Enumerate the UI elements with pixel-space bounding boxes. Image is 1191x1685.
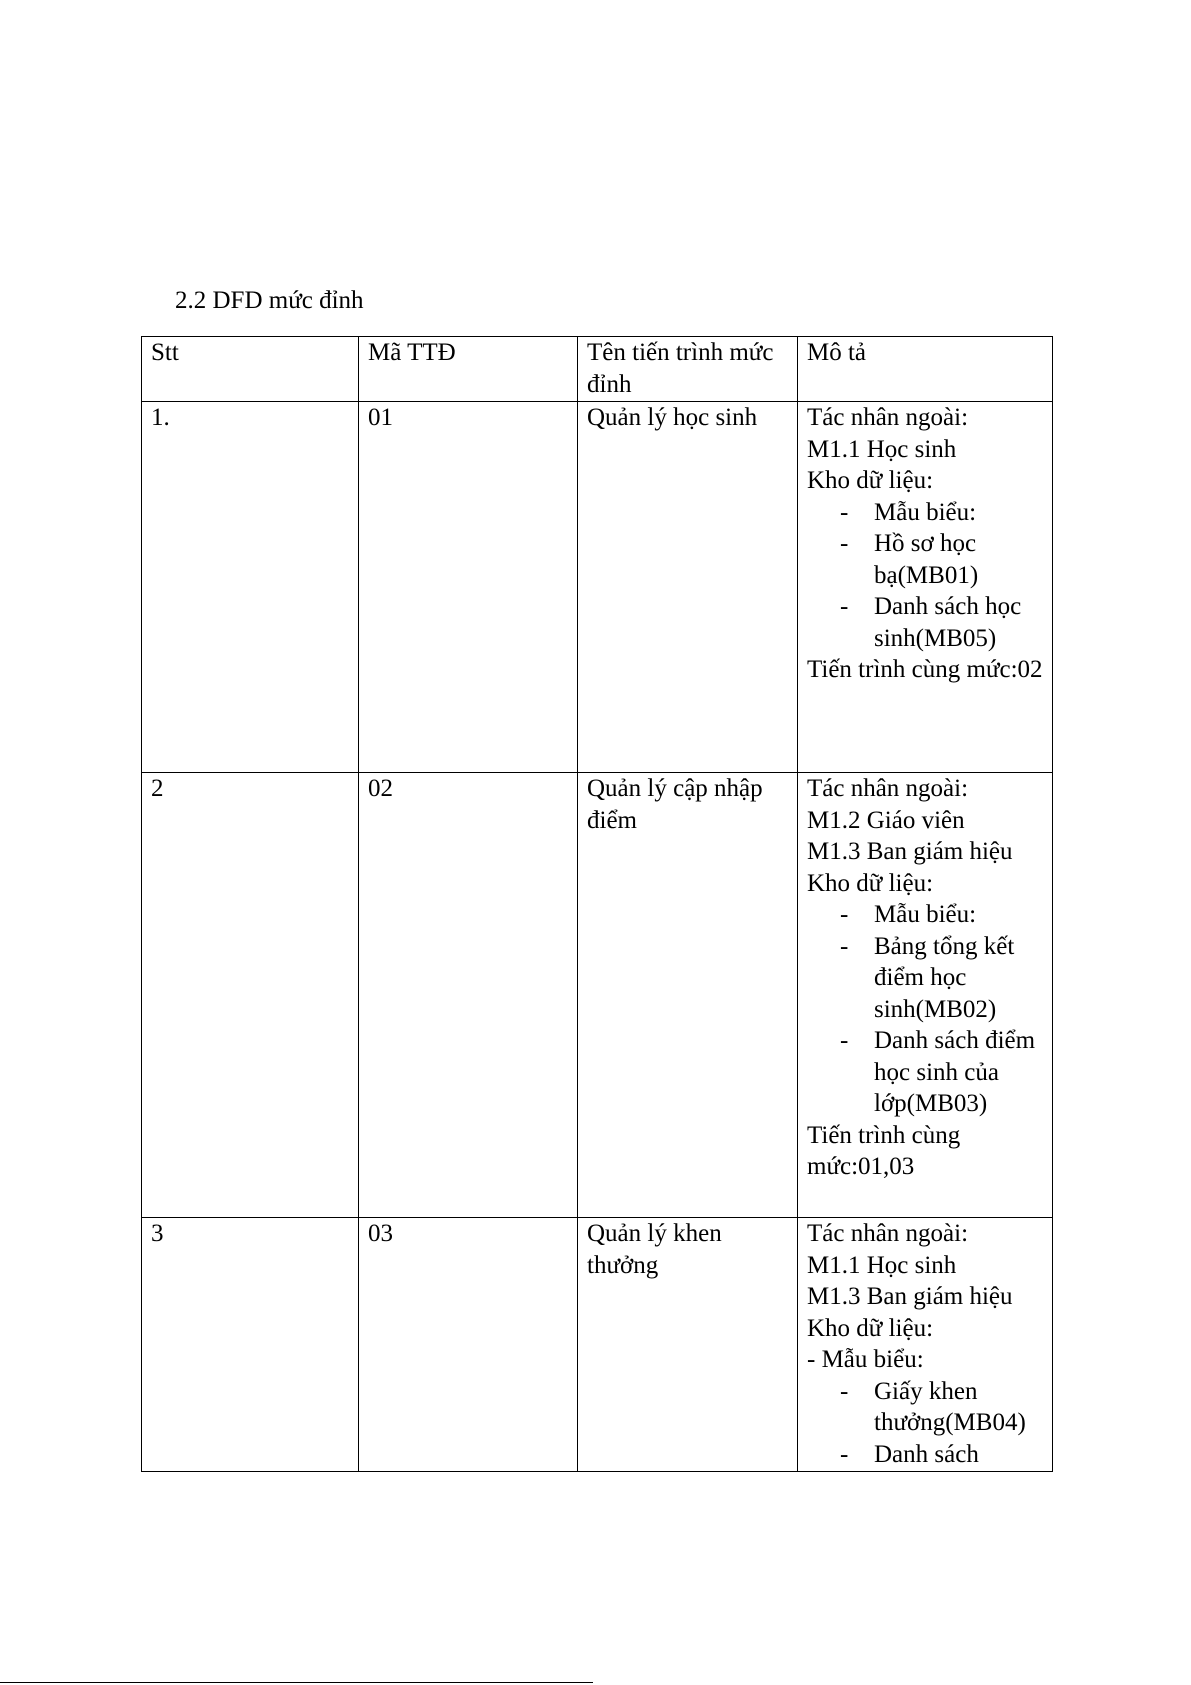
desc-line: Kho dữ liệu:	[807, 1314, 934, 1342]
list-item: - Mẫu biểu:	[807, 899, 1048, 931]
desc-line: M1.1 Học sinh	[807, 435, 957, 463]
header-code: Mã TTĐ	[359, 337, 578, 402]
cell-description	[798, 402, 1053, 773]
dash-list	[807, 899, 1048, 1120]
cell-stt: 3	[142, 1218, 359, 1472]
cell-name: Quản lý cập nhập điểm	[578, 773, 798, 1218]
cell-stt: 2	[142, 773, 359, 1218]
header-description: Mô tả	[798, 337, 1053, 402]
list-item: - Danh sách điểm học sinh của lớp(MB03)	[807, 1025, 1048, 1120]
cell-description	[798, 1218, 1053, 1472]
table-row	[142, 1218, 1053, 1472]
list-item: - Bảng tổng kết điểm học sinh(MB02)	[807, 931, 1048, 1026]
list-item: - Danh sách	[807, 1439, 1048, 1471]
dash-list	[807, 497, 1048, 655]
header-stt: Stt	[142, 337, 359, 402]
cell-code: 03	[359, 1218, 578, 1472]
desc-line: M1.2 Giáo viên	[807, 806, 965, 834]
desc-line: Kho dữ liệu:	[807, 467, 934, 494]
footnote-separator	[0, 1682, 593, 1683]
cell-code: 01	[359, 402, 578, 773]
section-heading: 2.2 DFD mức đỉnh	[175, 287, 364, 314]
cell-name: Quản lý khen thưởng	[578, 1218, 798, 1472]
desc-line: Tiến trình cùng mức:01,03	[807, 1121, 961, 1180]
list-item: - Danh sách học sinh(MB05)	[807, 591, 1048, 654]
process-table	[141, 336, 1053, 1472]
list-item: - Giấy khen thưởng(MB04)	[807, 1376, 1048, 1439]
desc-line: Tác nhân ngoài:	[807, 404, 969, 431]
desc-line: M1.3 Ban giám hiệu	[807, 1283, 1013, 1310]
list-item: - Mẫu biểu:	[807, 497, 1048, 529]
header-name: Tên tiến trình mức đỉnh	[578, 337, 798, 402]
list-item: - Hồ sơ học bạ(MB01)	[807, 528, 1048, 591]
desc-line: Tác nhân ngoài:	[807, 1220, 969, 1247]
desc-line: - Mẫu biểu:	[807, 1346, 924, 1373]
desc-line: M1.3 Ban giám hiệu	[807, 838, 1013, 865]
desc-line: Kho dữ liệu:	[807, 869, 934, 897]
cell-stt: 1.	[142, 402, 359, 773]
table-row	[142, 773, 1053, 1218]
table-row	[142, 402, 1053, 773]
table-header-row	[142, 337, 1053, 402]
cell-description	[798, 773, 1053, 1218]
desc-line: Tác nhân ngoài:	[807, 775, 969, 802]
cell-code: 02	[359, 773, 578, 1218]
cell-name: Quản lý học sinh	[578, 402, 798, 773]
desc-line: M1.1 Học sinh	[807, 1251, 957, 1279]
dash-list	[807, 1376, 1048, 1471]
desc-line: Tiến trình cùng mức:02	[807, 656, 1043, 683]
